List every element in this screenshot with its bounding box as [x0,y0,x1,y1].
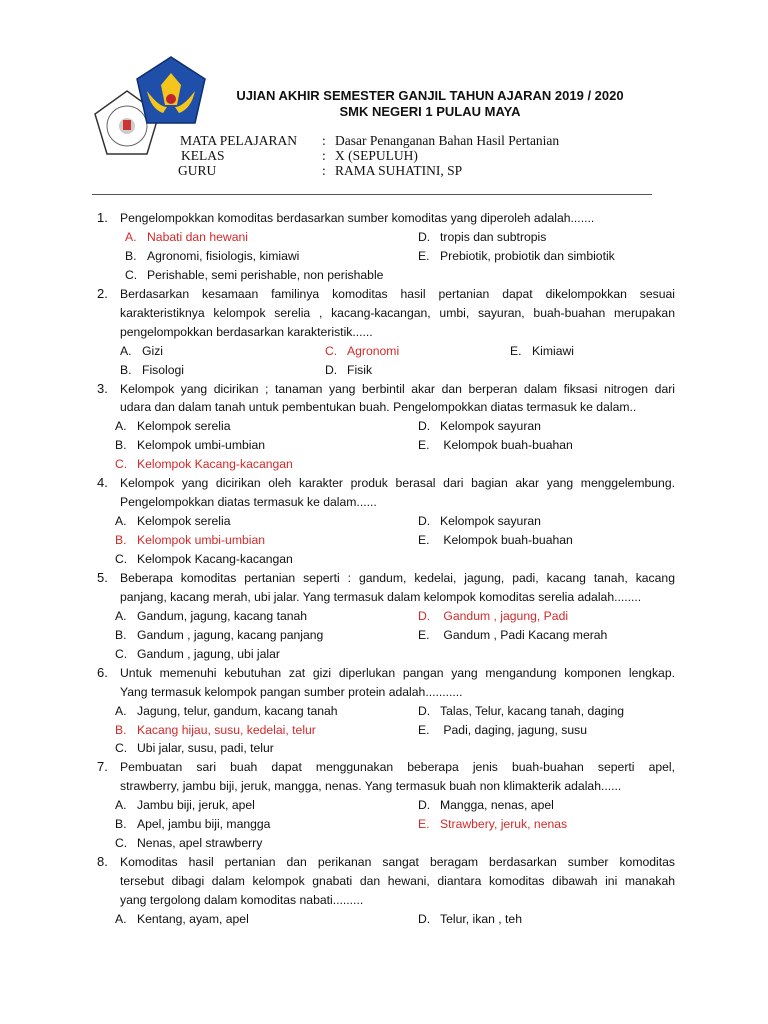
option-row [95,417,675,436]
option-text: Jagung, telur, gandum, kacang tanah [137,703,338,718]
option-label: A. [115,703,127,718]
option-row [95,607,675,626]
option-row [95,910,675,929]
question-text: udara dan dalam tanah untuk pembentukan buah. Pengelompokkan diatas termasuk ke dalam.. [120,400,637,415]
question-number: 3. [97,380,108,396]
option-row [95,815,675,834]
question-number: 8. [97,854,108,870]
option-d[interactable] [418,796,554,815]
info-value: X (SEPULUH) [335,148,418,163]
option-label: E. [418,438,430,453]
option-d[interactable] [418,228,546,247]
option-label: B. [115,817,127,832]
option-b[interactable] [115,436,265,455]
option-row [95,796,675,815]
option-text: Gizi [142,343,163,358]
option-b[interactable] [120,361,184,380]
option-row [95,247,675,266]
option-label: A. [115,798,127,813]
option-label: D. [418,419,431,434]
option-text: Kacang hijau, susu, kedelai, telur [137,722,316,737]
option-row [95,436,675,455]
question-text: Untuk memenuhi kebutuhan zat gizi diperlukan pangan yang mengandung komponen lengkap. [120,665,675,680]
exam-title: UJIAN AKHIR SEMESTER GANJIL TAHUN AJARAN 2019 / 2020 [236,88,624,103]
option-a[interactable] [115,910,249,929]
option-text: Apel, jambu biji, mangga [137,817,271,832]
question-7 [95,758,675,853]
question-number: 4. [97,475,108,491]
option-text: Kelompok umbi-umbian [137,533,266,548]
option-label: A. [115,419,127,434]
question-text: Kelompok yang dicirikan oleh karakter produk berasal dari bagian akar yang menggelembung. [120,476,675,491]
option-text: Gandum , jagung, ubi jalar [137,646,280,661]
option-a[interactable] [115,796,255,815]
option-e-correct[interactable] [418,815,567,834]
option-label: B. [125,248,137,263]
option-d[interactable] [418,702,624,721]
option-text: Ubi jalar, susu, padi, telur [137,741,274,756]
option-label: A. [115,514,127,529]
option-label: D. [325,362,338,377]
option-a[interactable] [120,342,163,361]
question-number: 2. [97,285,108,301]
question-text: Kelompok yang dicirikan ; tanaman yang berbintil akar dan berperan dalam fiksasi nitrogen dari [120,381,675,396]
option-label: E. [418,627,430,642]
option-row [95,702,675,721]
option-label: C. [115,457,128,472]
question-list [95,209,675,929]
option-c[interactable] [115,834,262,853]
option-b[interactable] [115,626,323,645]
question-6 [95,664,675,759]
option-label: C. [325,343,338,358]
option-text: Kelompok umbi-umbian [137,438,266,453]
option-text: Perishable, semi perishable, non perishable [147,267,384,282]
option-row [95,266,675,285]
option-text: Telur, ikan , teh [440,911,522,926]
question-5 [95,569,675,664]
option-d-correct[interactable] [418,607,568,626]
option-c-correct[interactable] [115,455,293,474]
option-a[interactable] [115,702,338,721]
option-e[interactable] [418,721,587,740]
option-text: Kelompok Kacang-kacangan [137,457,293,472]
option-a[interactable] [115,512,230,531]
question-2 [95,285,675,380]
info-label: GURU [178,163,217,178]
option-label: E. [418,248,430,263]
option-label: C. [115,741,128,756]
option-label: A. [115,608,127,623]
option-label: E. [418,533,430,548]
option-label: A. [125,229,137,244]
option-text: Kelompok buah-buahan [440,438,573,453]
option-text: Gandum , Padi Kacang merah [440,627,608,642]
option-d[interactable] [325,361,372,380]
option-label: E. [418,817,430,832]
option-c[interactable] [125,266,383,285]
option-a[interactable] [115,607,307,626]
option-text: Gandum, jagung, kacang tanah [137,608,308,623]
question-text: Berdasarkan kesamaan familinya komoditas hasil pertanian dapat dikelompokkan sesuai [120,286,675,301]
option-label: D. [418,703,431,718]
option-label: B. [115,722,127,737]
option-text: Kelompok serelia [137,419,231,434]
question-text: tersebut dibagi dalam kelompok gnabati dan hewani, diantara komoditas dibawah ini manakah [120,874,675,889]
option-label: D. [418,514,431,529]
option-text: Agronomi [347,343,400,358]
school-name: SMK NEGERI 1 PULAU MAYA [339,104,521,119]
option-a-correct[interactable] [125,228,248,247]
option-text: Kelompok sayuran [440,419,541,434]
option-row [95,834,675,853]
option-text: tropis dan subtropis [440,229,547,244]
option-d[interactable] [418,512,541,531]
question-text: Yang termasuk kelompok pangan sumber protein adalah........... [120,684,463,699]
option-text: Kelompok serelia [137,514,231,529]
option-row [95,739,675,758]
option-label: D. [418,798,431,813]
option-label: D. [418,911,431,926]
option-text: Kentang, ayam, apel [137,911,249,926]
option-e[interactable] [418,436,573,455]
option-row [95,361,675,380]
option-text: Jambu biji, jeruk, apel [137,798,255,813]
info-value: RAMA SUHATINI, SP [335,163,463,178]
option-text: Agronomi, fisiologis, kimiawi [147,248,300,263]
option-text: Prebiotik, probiotik dan simbiotik [440,248,615,263]
option-row [95,342,675,361]
option-row [95,645,675,664]
question-text: Pengelompokkan komoditas berdasarkan sumber komoditas yang diperoleh adalah....... [120,211,595,225]
option-row [95,550,675,569]
option-label: C. [115,552,128,566]
question-8 [95,853,675,929]
info-sep: : [322,163,326,178]
question-text: Komoditas hasil pertanian dan perikanan sangat beragam berdasarkan sumber komoditas [120,855,675,870]
option-c-correct[interactable] [325,342,399,361]
option-label: A. [115,911,127,926]
question-number: 5. [97,569,108,585]
option-b[interactable] [125,247,299,266]
option-row [95,455,675,474]
option-label: A. [120,343,132,358]
info-label: KELAS [181,148,225,163]
question-1 [95,209,675,285]
option-text: Talas, Telur, kacang tanah, daging [440,703,625,718]
option-text: Fisologi [142,362,184,377]
option-row [95,626,675,645]
option-a[interactable] [115,417,230,436]
option-d[interactable] [418,910,522,929]
option-b[interactable] [115,815,270,834]
option-row [95,531,675,550]
option-label: D. [418,608,431,623]
question-number: 1. [97,210,108,225]
option-text: Strawbery, jeruk, nenas [440,817,568,832]
option-text: Padi, daging, jagung, susu [440,722,588,737]
option-b-correct[interactable] [115,531,265,550]
option-label: B. [115,627,127,642]
option-label: C. [125,267,138,282]
option-row [95,721,675,740]
question-4 [95,474,675,569]
question-text: pengelompokkan berdasarkan karakteristik...... [120,324,373,339]
question-number: 6. [97,664,108,680]
option-label: E. [510,343,522,358]
option-e[interactable] [418,247,615,266]
option-text: Mangga, nenas, apel [440,798,554,813]
option-label: B. [115,533,127,548]
header-divider [92,194,652,195]
option-text: Kelompok sayuran [440,514,541,529]
option-e[interactable] [418,626,607,645]
question-text: Pembuatan sari buah dapat menggunakan beberapa jenis buah-buahan seperti apel, [120,760,675,775]
question-text: yang tergolong dalam komoditas nabati......... [120,893,364,907]
option-c[interactable] [115,739,274,758]
option-text: Nabati dan hewani [147,229,248,244]
option-label: B. [115,438,127,453]
info-label: MATA PELAJARAN [180,133,298,148]
option-row [95,512,675,531]
option-c[interactable] [115,645,280,664]
question-text: Pengelompokkan diatas termasuk ke dalam...... [120,495,377,510]
option-b-correct[interactable] [115,721,316,740]
info-value: Dasar Penanganan Bahan Hasil Pertanian [335,133,560,148]
option-label: C. [115,646,128,661]
question-number: 7. [97,759,108,775]
option-text: Kelompok Kacang-kacangan [137,552,293,566]
question-text: Beberapa komoditas pertanian seperti : gandum, kedelai, jagung, padi, kacang tanah, kacang [120,570,675,585]
option-e[interactable] [418,531,573,550]
question-text: panjang, kacang merah, ubi jalar. Yang termasuk dalam kelompok komoditas serelia adalah........ [120,589,642,604]
question-text: strawberry, jambu biji, jeruk, mangga, nenas. Yang termasuk buah non klimakterik adalah...... [120,779,622,794]
option-label: D. [418,229,431,244]
option-e[interactable] [510,342,574,361]
question-text: karakteristiknya kelompok serelia , kacang-kacangan, umbi, sayuran, buah-buahan merupakan [120,305,675,320]
option-text: Kimiawi [532,343,574,358]
option-text: Nenas, apel strawberry [137,836,263,851]
info-sep: : [322,133,326,148]
question-3 [95,380,675,475]
option-row [95,228,675,247]
option-text: Gandum , jagung, kacang panjang [137,627,324,642]
option-label: E. [418,722,430,737]
option-label: B. [120,362,132,377]
option-label: C. [115,836,128,851]
option-text: Fisik [347,362,373,377]
info-sep: : [322,148,326,163]
option-text: Gandum , jagung, Padi [440,608,569,623]
option-d[interactable] [418,417,541,436]
option-c[interactable] [115,550,293,569]
option-text: Kelompok buah-buahan [440,533,573,548]
